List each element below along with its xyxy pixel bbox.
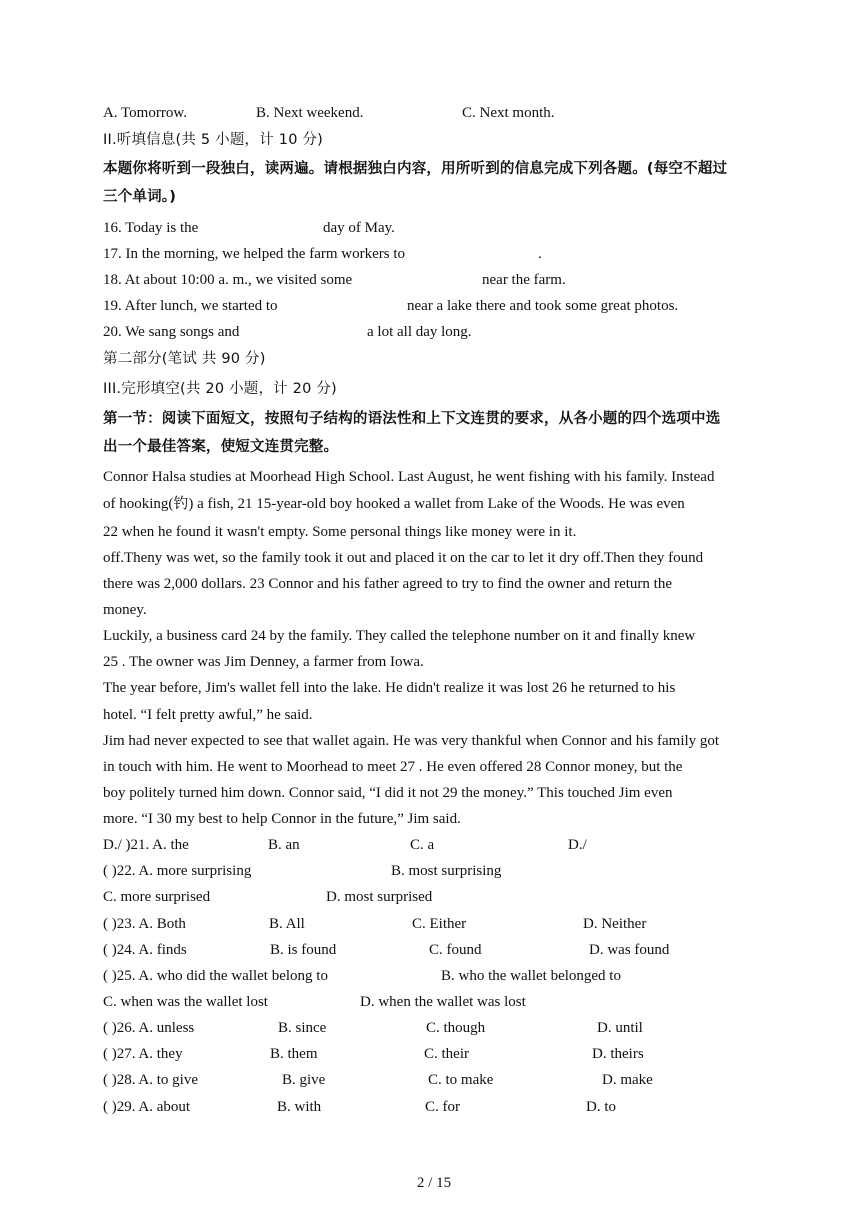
option-b: B. All <box>269 916 305 932</box>
option-d: D. was found <box>589 942 670 958</box>
passage-line: more. “I 30 my best to help Connor in the future,” Jim said. <box>103 811 461 827</box>
option-b: B. is found <box>270 942 337 958</box>
option-a: ( )27. A. they <box>103 1046 183 1062</box>
passage-line: of hooking(钓) a fish, 21 15-year-old boy hooked a wallet from Lake of the Woods. He was even <box>103 496 685 512</box>
instruction-text: 本题你将听到一段独白，读两遍。请根据独白内容，用所听到的信息完成下列各题。(每空不超过 <box>103 161 728 177</box>
passage-line: Luckily, a business card 24 by the family. They called the telephone number on it and finally knew <box>103 628 696 644</box>
section-heading: II.听填信息(共 5 小题，计 10 分) <box>103 132 323 148</box>
option-c: C. when was the wallet lost <box>103 994 268 1010</box>
passage-line: 22 when he found it wasn't empty. Some personal things like money were in it. <box>103 524 577 540</box>
passage-line: The year before, Jim's wallet fell into the lake. He didn't realize it was lost 26 he returned to his <box>103 680 676 696</box>
question-text: 19. After lunch, we started to <box>103 298 278 314</box>
option-a: D./ )21. A. the <box>103 837 189 853</box>
option-a: ( )28. A. to give <box>103 1072 198 1088</box>
question-text: 17. In the morning, we helped the farm workers to <box>103 246 405 262</box>
passage-line: hotel. “I felt pretty awful,” he said. <box>103 707 313 723</box>
instruction-text: 三个单词。) <box>103 189 177 205</box>
option-a: A. Tomorrow. <box>103 105 187 121</box>
question-text: 16. Today is the <box>103 220 199 236</box>
option-b: B. them <box>270 1046 318 1062</box>
passage-line: there was 2,000 dollars. 23 Connor and his father agreed to try to find the owner and return the <box>103 576 673 592</box>
option-d: D. to <box>586 1099 616 1115</box>
page-number: 2 / 15 <box>416 1175 452 1191</box>
option-d: D. Neither <box>583 916 647 932</box>
passage-line: 25 . The owner was Jim Denney, a farmer from Iowa. <box>103 654 424 670</box>
option-d: D. make <box>602 1072 653 1088</box>
instruction-text: 出一个最佳答案，使短文连贯完整。 <box>103 439 339 455</box>
option-a: ( )24. A. finds <box>103 942 187 958</box>
option-b: B. with <box>277 1099 322 1115</box>
option-a: ( )29. A. about <box>103 1099 191 1115</box>
question-text: . <box>538 246 542 262</box>
option-a: ( )26. A. unless <box>103 1020 195 1036</box>
option-a: ( )23. A. Both <box>103 916 186 932</box>
option-a: ( )25. A. who did the wallet belong to <box>103 968 328 984</box>
option-c: C. for <box>425 1099 460 1115</box>
option-d: D. when the wallet was lost <box>360 994 526 1010</box>
question-text: 18. At about 10:00 a. m., we visited some <box>103 272 353 288</box>
option-c: C. their <box>424 1046 469 1062</box>
question-text: 20. We sang songs and <box>103 324 240 340</box>
question-text: day of May. <box>323 220 395 236</box>
option-b: B. who the wallet belonged to <box>441 968 621 984</box>
part-heading: 第二部分(笔试 共 90 分) <box>103 351 266 367</box>
question-text: near the farm. <box>482 272 566 288</box>
option-b: B. an <box>268 837 300 853</box>
option-c: C. to make <box>428 1072 494 1088</box>
passage-line: Connor Halsa studies at Moorhead High School. Last August, he went fishing with his family. Instead <box>103 469 715 485</box>
passage-line: boy politely turned him down. Connor said, “I did it not 29 the money.” This touched Jim even <box>103 785 673 801</box>
passage-line: money. <box>103 602 147 618</box>
option-b: B. since <box>278 1020 327 1036</box>
option-c: C. found <box>429 942 482 958</box>
option-c: C. a <box>410 837 435 853</box>
option-d: D. theirs <box>592 1046 644 1062</box>
option-c: C. Either <box>412 916 467 932</box>
instruction-text: 第一节：阅读下面短文，按照句子结构的语法性和上下文连贯的要求，从各小题的四个选项中选 <box>103 411 721 427</box>
option-d: D. until <box>597 1020 643 1036</box>
option-c: C. Next month. <box>462 105 555 121</box>
passage-line: in touch with him. He went to Moorhead to meet 27 . He even offered 28 Connor money, but the <box>103 759 683 775</box>
passage-line: Jim had never expected to see that wallet again. He was very thankful when Connor and his family got <box>103 733 720 749</box>
option-b: B. Next weekend. <box>256 105 364 121</box>
option-c: C. though <box>426 1020 486 1036</box>
option-b: B. give <box>282 1072 326 1088</box>
option-a: ( )22. A. more surprising <box>103 863 252 879</box>
option-d: D. most surprised <box>326 889 433 905</box>
question-text: a lot all day long. <box>367 324 472 340</box>
passage-line: off.Theny was wet, so the family took it out and placed it on the car to let it dry off.Then they found <box>103 550 704 566</box>
section-heading: III.完形填空(共 20 小题，计 20 分) <box>103 381 337 397</box>
option-b: B. most surprising <box>391 863 502 879</box>
question-text: near a lake there and took some great photos. <box>407 298 679 314</box>
option-d: D./ <box>568 837 587 853</box>
option-c: C. more surprised <box>103 889 211 905</box>
